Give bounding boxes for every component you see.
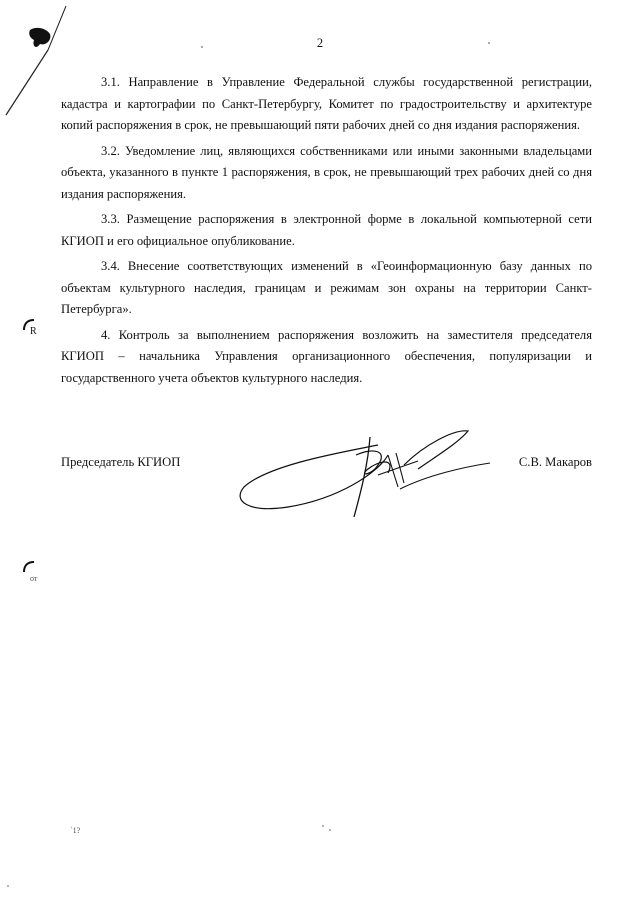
paragraph-4: 4. Контроль за выполнением распоряжения возложить на заместителя председателя КГИОП – начальника Управления организационного обеспечения, популяризации и государственного учета объектов культурного наследия. [61, 327, 592, 385]
paragraph-3-1: 3.1. Направление в Управление Федеральной службы государственной регистрации, кадастра и картографии по Санкт-Петербургу, Комитет по градостроительству и архитектуре копий распоряжения в срок, не превышающий пяти рабочих дней со дня издания распоряжения. [61, 75, 592, 132]
paragraph-3-3: 3.3. Размещение распоряжения в электронной форме в локальной компьютерной сети КГИОП и его официальное опубликование. [61, 212, 592, 248]
paragraph-3-2: 3.2. Уведомление лиц, являющихся собственниками или иными законными владельцами объекта, указанного в пункте 1 распоряжения, в срок, не превышающий трех рабочих дней со дня издания распоряжения. [61, 143, 592, 201]
margin-mark-1: R [30, 326, 37, 337]
signatory-name: С.В. Макаров [518, 455, 592, 469]
page-number: 2 [316, 36, 324, 50]
margin-mark-2: от [30, 574, 38, 583]
paragraph-3-4: 3.4. Внесение соответствующих изменений в «Геоинформационную базу данных по объектам культурного наследия, границам и режимам зон охраны на территории Санкт-Петербурга». [61, 259, 592, 316]
signatory-role: Председатель КГИОП [61, 455, 181, 469]
scan-speck-bottom-left: ʾ1? [70, 826, 81, 835]
